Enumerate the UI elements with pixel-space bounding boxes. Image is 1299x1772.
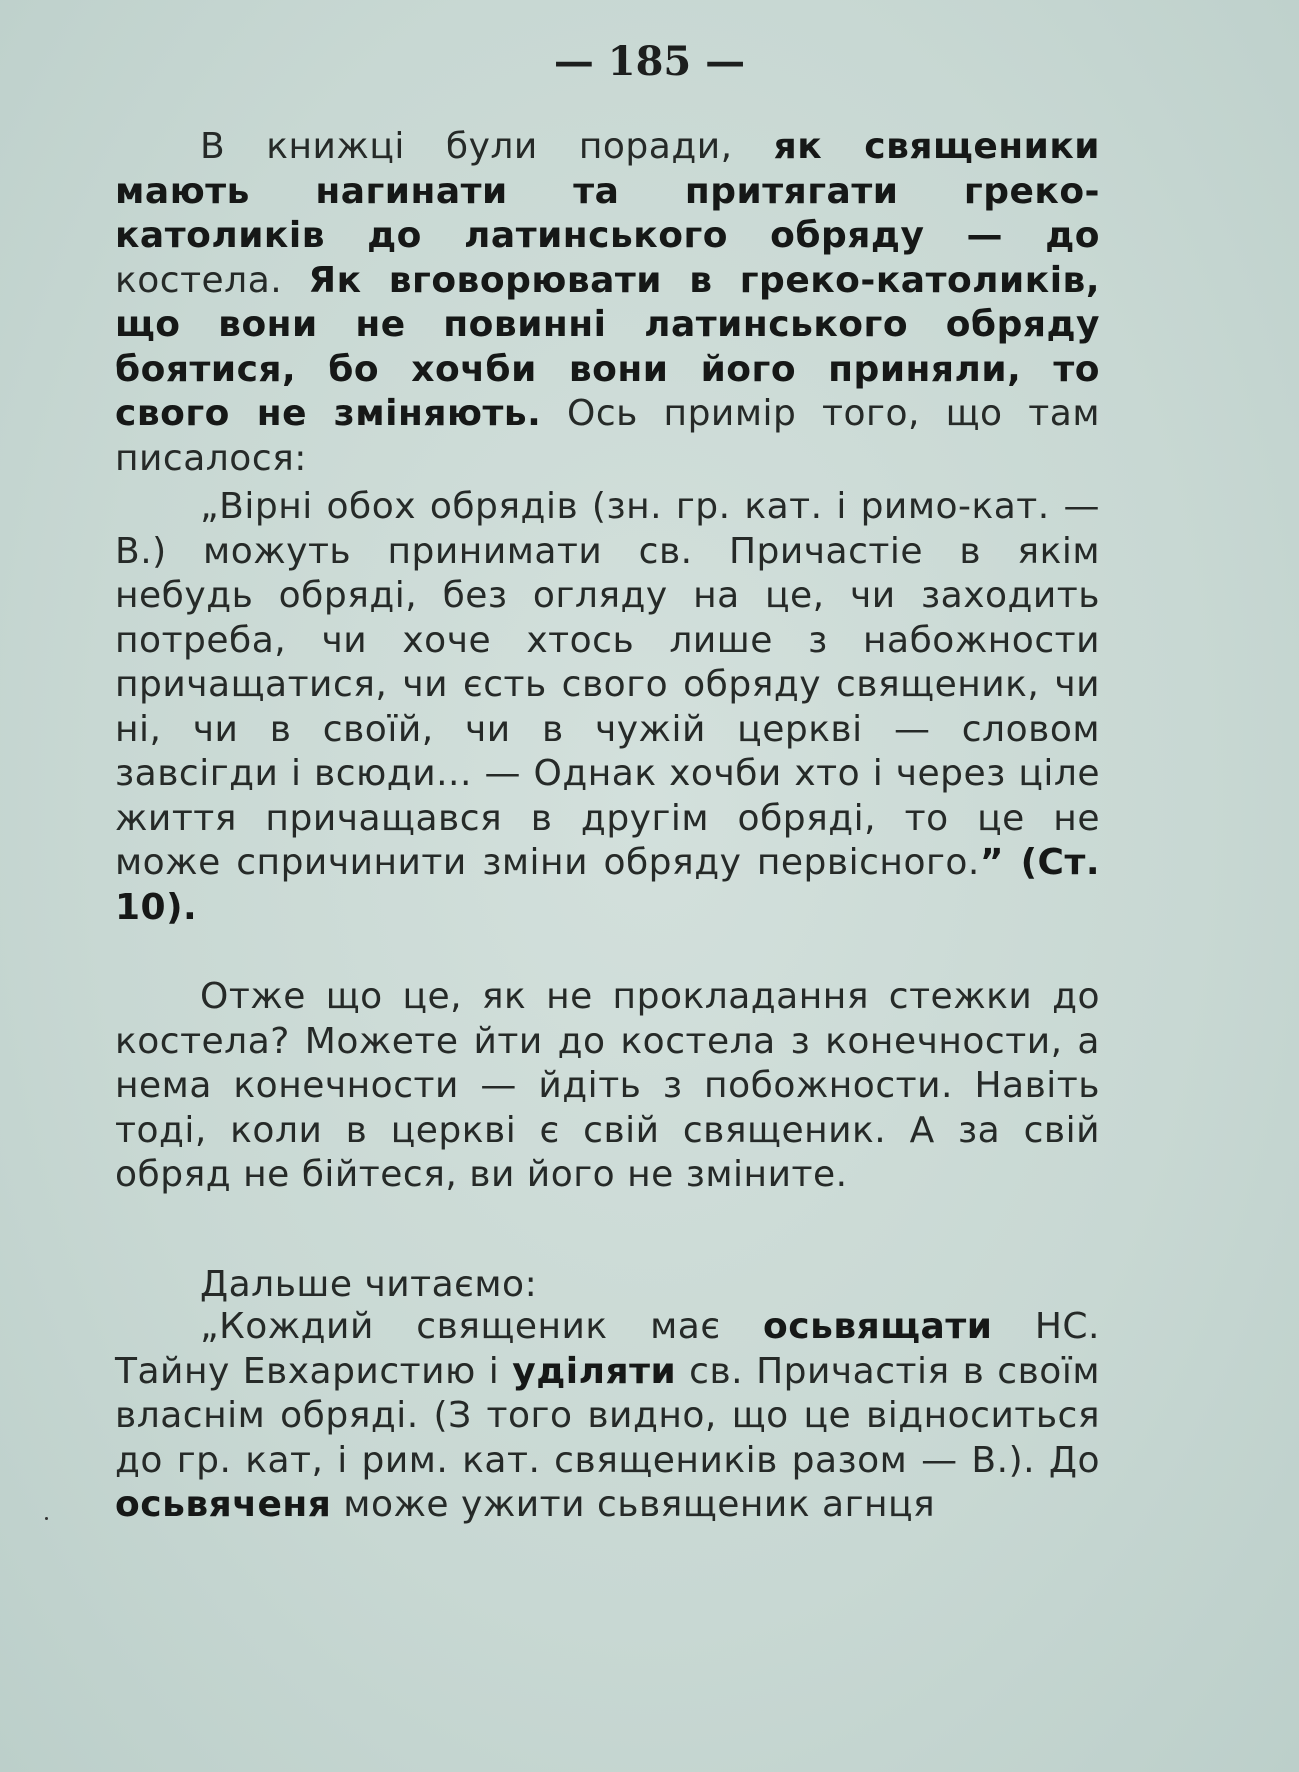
quote-1 bbox=[115, 485, 1100, 930]
q2-bold-b: осьвящати bbox=[763, 1306, 993, 1347]
paragraph-1 bbox=[115, 125, 1100, 481]
ink-speck bbox=[45, 1517, 48, 1520]
q2-text-e: св. Причастія в своїм власнім обряді. (З того видно, що це відноситься до гр. кат, і рим. кат. священиків разом — В.). До bbox=[115, 1350, 1100, 1481]
q2-text-g: може ужити сьвященик агнця bbox=[331, 1484, 936, 1525]
paragraph-3 bbox=[115, 1263, 1100, 1308]
page-number: — 185 — bbox=[553, 38, 746, 85]
paragraph-2-text: Отже що це, як не прокладання стежки до костела? Можете йти до костела з конечности, а нема конечности — йдіть з побожности. Навіть тоді, коли в церкві є свій священик. А за свій обряд не бійтеся, ви його не зміните. bbox=[115, 976, 1100, 1195]
q2-text-a: „Кождий священик має bbox=[200, 1306, 763, 1347]
p1-bold-b: як священики мають нагинати та притягати греко-католиків до латинського обряду — до bbox=[115, 126, 1100, 256]
p1-text-c: костела. bbox=[115, 259, 309, 301]
paragraph-2 bbox=[115, 975, 1100, 1198]
quote-2 bbox=[115, 1305, 1100, 1528]
p1-text-a: В книжці були поради, bbox=[200, 126, 774, 167]
q2-bold-d: уділяти bbox=[512, 1350, 677, 1392]
q2-text-c: НС. Тайну Евхаристию і bbox=[115, 1306, 1100, 1392]
paragraph-3-text: Дальше читаємо: bbox=[200, 1264, 538, 1305]
q2-bold-f: осьвяченя bbox=[115, 1484, 332, 1525]
p1-bold-d: Як вговорювати в греко-католиків, що вони не повинні латинського обряду боятися, бо хочби вони його приняли, то свого не зміняють. bbox=[115, 259, 1100, 434]
quote-1-text: „Вірні обох обрядів (зн. гр. кат. і римо-кат. — В.) можуть принимати св. Причастіе в якім небудь обряді, без огляду на це, чи заходить потреба, чи хоче хтось лише з набожности причащатися, чи єсть свого обряду священик, чи ні, чи в своїй, чи в чужій церкві — словом завсігди і всюди... — Однак хочби хто і через ціле життя причащався в другім обряді, то це не може спричинити зміни обряду первісного. bbox=[115, 486, 1100, 883]
p1-text-e: Ось примір того, що там писалося: bbox=[115, 393, 1100, 479]
quote-1-ref: ” (Ст. 10). bbox=[115, 842, 1100, 928]
